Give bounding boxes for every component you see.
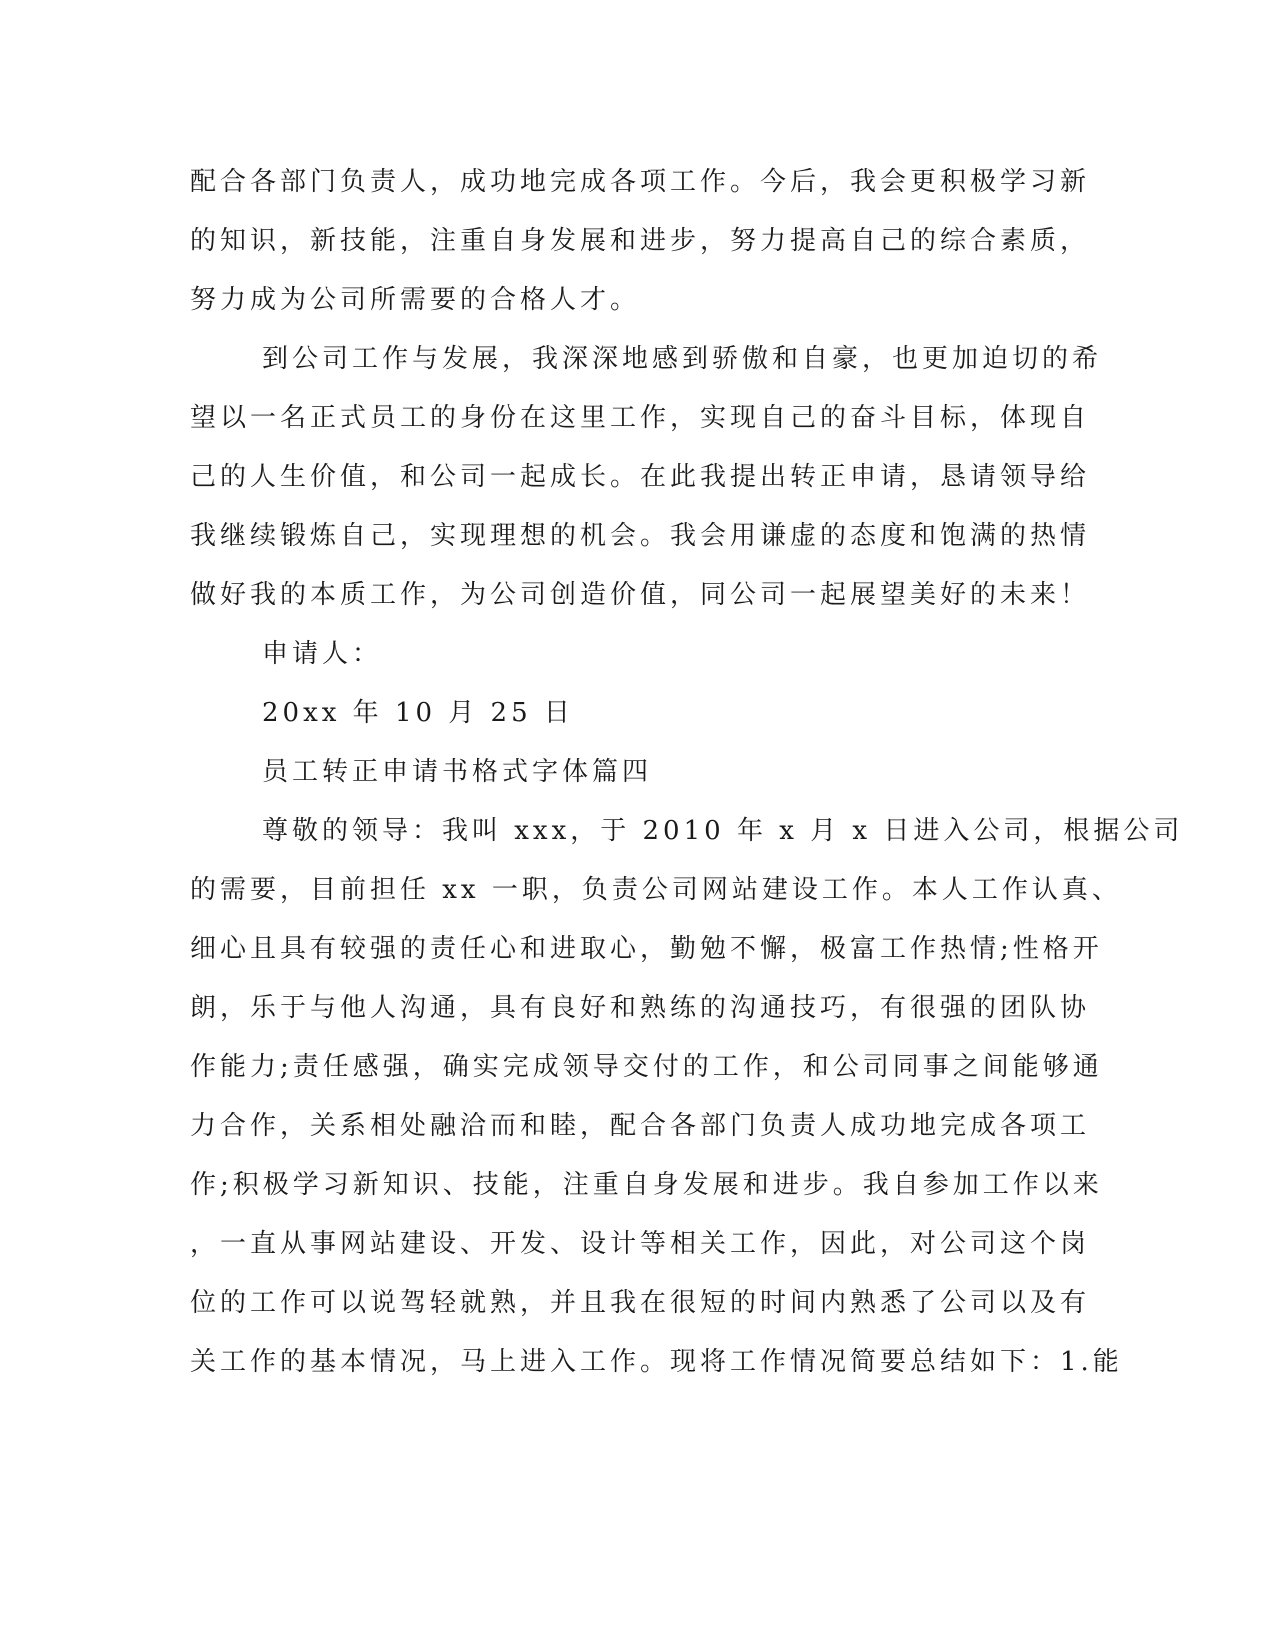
paragraph-line: 关工作的基本情况，马上进入工作。现将工作情况简要总结如下：1.能 [190, 1347, 1123, 1377]
paragraph-line: 配合各部门负责人，成功地完成各项工作。今后，我会更积极学习新 [190, 167, 1091, 197]
paragraph-line: 朗，乐于与他人沟通，具有良好和熟练的沟通技巧，有很强的团队协 [190, 993, 1091, 1023]
section-heading: 员工转正申请书格式字体篇四 [262, 757, 653, 787]
paragraph-line: 的需要，目前担任 xx 一职，负责公司网站建设工作。本人工作认真、 [190, 875, 1122, 905]
paragraph-line: 我继续锻炼自己，实现理想的机会。我会用谦虚的态度和饱满的热情 [190, 521, 1091, 551]
applicant-label: 申请人： [262, 639, 383, 669]
paragraph-line: 的知识，新技能，注重自身发展和进步，努力提高自己的综合素质， [190, 226, 1091, 256]
paragraph-line: 细心且具有较强的责任心和进取心，勤勉不懈，极富工作热情;性格开 [190, 934, 1103, 964]
paragraph-line: 作;积极学习新知识、技能，注重自身发展和进步。我自参加工作以来 [190, 1170, 1103, 1200]
paragraph-line: ，一直从事网站建设、开发、设计等相关工作，因此，对公司这个岗 [190, 1229, 1091, 1259]
paragraph-line: 己的人生价值，和公司一起成长。在此我提出转正申请，恳请领导给 [190, 462, 1091, 492]
paragraph-line: 到公司工作与发展，我深深地感到骄傲和自豪，也更加迫切的希 [262, 344, 1103, 374]
paragraph-line: 作能力;责任感强，确实完成领导交付的工作，和公司同事之间能够通 [190, 1052, 1103, 1082]
paragraph-line: 位的工作可以说驾轻就熟，并且我在很短的时间内熟悉了公司以及有 [190, 1288, 1091, 1318]
paragraph-line: 力合作，关系相处融洽而和睦，配合各部门负责人成功地完成各项工 [190, 1111, 1091, 1141]
date-line: 20xx 年 10 月 25 日 [262, 698, 574, 728]
paragraph-line: 做好我的本质工作，为公司创造价值，同公司一起展望美好的未来！ [190, 580, 1091, 610]
paragraph-line: 尊敬的领导：我叫 xxx，于 2010 年 x 月 x 日进入公司，根据公司 [262, 816, 1184, 846]
paragraph-line: 望以一名正式员工的身份在这里工作，实现自己的奋斗目标，体现自 [190, 403, 1091, 433]
paragraph-line: 努力成为公司所需要的合格人才。 [190, 285, 641, 315]
